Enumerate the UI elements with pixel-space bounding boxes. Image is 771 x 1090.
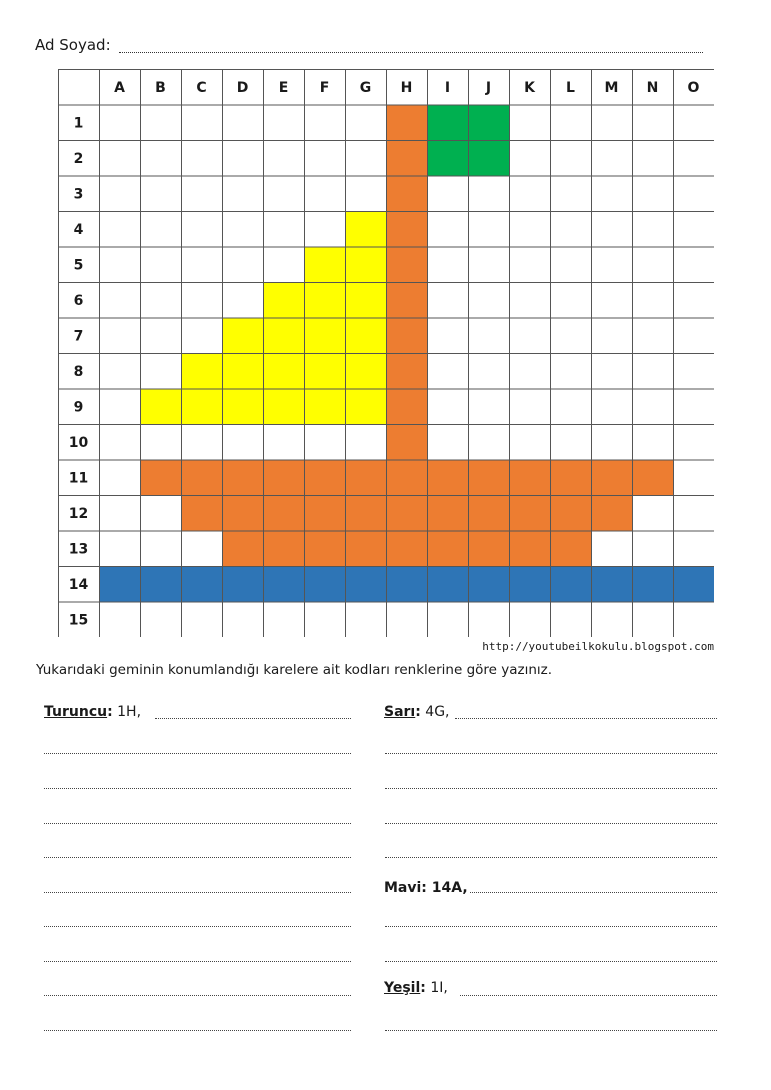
column-header-E: E xyxy=(278,79,289,96)
grid-cell-13J xyxy=(468,531,509,567)
grid-cell-8D xyxy=(222,353,263,389)
grid-cell-9N xyxy=(632,389,673,425)
row-header-1: 1 xyxy=(73,115,84,132)
grid-cell-11N xyxy=(632,460,673,496)
grid-cell-15K xyxy=(509,602,550,638)
grid-cell-10N xyxy=(632,424,673,460)
grid-cell-10E xyxy=(263,424,304,460)
grid-cell-10F xyxy=(304,424,345,460)
grid-cell-3L xyxy=(550,176,591,212)
row-header-9: 9 xyxy=(73,399,84,416)
grid-cell-4K xyxy=(509,211,550,247)
name-field xyxy=(35,36,703,58)
grid-cell-12O xyxy=(673,495,714,531)
grid-cell-3B xyxy=(140,176,181,212)
source-url: http://youtubeilkokulu.blogspot.com xyxy=(482,640,714,653)
column-header-I: I xyxy=(444,79,451,96)
grid-cell-5C xyxy=(181,247,222,283)
grid-cell-14L xyxy=(550,566,591,602)
grid-cell-11J xyxy=(468,460,509,496)
orange-answer-heading xyxy=(44,704,141,720)
grid-cell-1C xyxy=(181,105,222,141)
grid-cell-5G xyxy=(345,247,386,283)
orange-answer-line[interactable] xyxy=(44,1030,351,1031)
grid-cell-8C xyxy=(181,353,222,389)
grid-cell-7M xyxy=(591,318,632,354)
grid-cell-12D xyxy=(222,495,263,531)
grid-cell-2J xyxy=(468,140,509,176)
grid-cell-13A xyxy=(99,531,140,567)
grid-cell-11F xyxy=(304,460,345,496)
row-header-4: 4 xyxy=(73,221,84,238)
column-header-F: F xyxy=(319,79,330,96)
yellow-example: 4G, xyxy=(420,704,450,720)
grid-cell-11A xyxy=(99,460,140,496)
grid-cell-12F xyxy=(304,495,345,531)
grid-cell-10J xyxy=(468,424,509,460)
green-title: Yeşil xyxy=(384,980,421,996)
orange-answer-line[interactable] xyxy=(44,926,351,927)
grid-cell-5E xyxy=(263,247,304,283)
grid-cell-14I xyxy=(427,566,468,602)
grid-cell-9C xyxy=(181,389,222,425)
grid-cell-15C xyxy=(181,602,222,638)
grid-cell-9O xyxy=(673,389,714,425)
name-label: Ad Soyad: xyxy=(35,36,111,54)
grid-cell-3A xyxy=(99,176,140,212)
grid-cell-13M xyxy=(591,531,632,567)
coordinate-grid xyxy=(58,69,714,637)
grid-cell-1H xyxy=(386,105,427,141)
orange-answer-line[interactable] xyxy=(44,788,351,789)
yellow-answer-line[interactable] xyxy=(385,788,717,789)
grid-cell-12B xyxy=(140,495,181,531)
grid-cell-3E xyxy=(263,176,304,212)
grid-cell-3K xyxy=(509,176,550,212)
grid-cell-13F xyxy=(304,531,345,567)
grid-cell-1K xyxy=(509,105,550,141)
grid-cell-8A xyxy=(99,353,140,389)
grid-cell-5J xyxy=(468,247,509,283)
row-header-15: 15 xyxy=(68,612,89,629)
yellow-separator: : xyxy=(415,704,421,720)
grid-cell-5K xyxy=(509,247,550,283)
grid-cell-7N xyxy=(632,318,673,354)
grid-cell-15D xyxy=(222,602,263,638)
grid-cell-4B xyxy=(140,211,181,247)
grid-cell-10D xyxy=(222,424,263,460)
row-header-13: 13 xyxy=(68,541,89,558)
grid-cell-9H xyxy=(386,389,427,425)
grid-cell-2D xyxy=(222,140,263,176)
grid-cell-3C xyxy=(181,176,222,212)
column-header-D: D xyxy=(236,79,249,96)
grid-cell-9A xyxy=(99,389,140,425)
grid-cell-1G xyxy=(345,105,386,141)
grid-cell-7D xyxy=(222,318,263,354)
grid-cell-11C xyxy=(181,460,222,496)
grid-cell-6M xyxy=(591,282,632,318)
grid-cell-12M xyxy=(591,495,632,531)
grid-cell-15I xyxy=(427,602,468,638)
grid-cell-6B xyxy=(140,282,181,318)
green-answer-line[interactable] xyxy=(385,1030,717,1031)
grid-cell-2K xyxy=(509,140,550,176)
grid-cell-4L xyxy=(550,211,591,247)
grid-cell-2F xyxy=(304,140,345,176)
grid-cell-6I xyxy=(427,282,468,318)
grid-cell-12K xyxy=(509,495,550,531)
grid-cell-11G xyxy=(345,460,386,496)
grid-cell-14A xyxy=(99,566,140,602)
grid-cell-1N xyxy=(632,105,673,141)
grid-cell-9F xyxy=(304,389,345,425)
green-answer-heading xyxy=(384,980,448,996)
grid-cell-8G xyxy=(345,353,386,389)
grid-cell-11K xyxy=(509,460,550,496)
grid-cell-1A xyxy=(99,105,140,141)
row-header-5: 5 xyxy=(73,257,84,274)
grid-cell-15B xyxy=(140,602,181,638)
grid-cell-14N xyxy=(632,566,673,602)
grid-cell-12A xyxy=(99,495,140,531)
orange-separator: : xyxy=(107,704,113,720)
yellow-title: Sarı xyxy=(384,704,416,720)
grid-cell-14G xyxy=(345,566,386,602)
grid-cell-11L xyxy=(550,460,591,496)
grid-cell-6F xyxy=(304,282,345,318)
orange-title: Turuncu xyxy=(44,704,108,720)
grid-cell-1M xyxy=(591,105,632,141)
grid-cell-11D xyxy=(222,460,263,496)
grid-cell-12C xyxy=(181,495,222,531)
orange-answer-line[interactable] xyxy=(44,857,351,858)
grid-cell-7A xyxy=(99,318,140,354)
grid-cell-1O xyxy=(673,105,714,141)
grid-cell-3G xyxy=(345,176,386,212)
column-header-H: H xyxy=(400,79,413,96)
grid-cell-6J xyxy=(468,282,509,318)
grid-cell-10L xyxy=(550,424,591,460)
grid-cell-14M xyxy=(591,566,632,602)
green-example: 1I, xyxy=(425,980,448,996)
grid-cell-10M xyxy=(591,424,632,460)
column-header-G: G xyxy=(359,79,372,96)
grid-cell-8F xyxy=(304,353,345,389)
grid-cell-3D xyxy=(222,176,263,212)
blue-answer-line[interactable] xyxy=(470,892,717,893)
grid-cell-13D xyxy=(222,531,263,567)
grid-cell-7G xyxy=(345,318,386,354)
green-separator: : xyxy=(420,980,426,996)
grid-cell-4F xyxy=(304,211,345,247)
grid-cell-5N xyxy=(632,247,673,283)
grid-cell-13C xyxy=(181,531,222,567)
grid-cell-14K xyxy=(509,566,550,602)
grid-cell-12I xyxy=(427,495,468,531)
grid-cell-8L xyxy=(550,353,591,389)
orange-answer-line[interactable] xyxy=(155,718,351,719)
grid-cell-10O xyxy=(673,424,714,460)
row-header-10: 10 xyxy=(68,434,89,451)
grid-cell-13L xyxy=(550,531,591,567)
grid-cell-5L xyxy=(550,247,591,283)
grid-cell-5I xyxy=(427,247,468,283)
grid-cell-5F xyxy=(304,247,345,283)
grid-cell-10G xyxy=(345,424,386,460)
grid-cell-7C xyxy=(181,318,222,354)
grid-cell-7E xyxy=(263,318,304,354)
grid-cell-14D xyxy=(222,566,263,602)
grid-cell-13I xyxy=(427,531,468,567)
grid-cell-3H xyxy=(386,176,427,212)
grid-cell-2B xyxy=(140,140,181,176)
grid-cell-12H xyxy=(386,495,427,531)
column-header-J: J xyxy=(485,79,492,96)
grid-cell-1D xyxy=(222,105,263,141)
grid-cell-2M xyxy=(591,140,632,176)
grid-cell-4M xyxy=(591,211,632,247)
grid-cell-4O xyxy=(673,211,714,247)
grid-cell-1L xyxy=(550,105,591,141)
grid-cell-6O xyxy=(673,282,714,318)
grid-cell-9E xyxy=(263,389,304,425)
grid-cell-13H xyxy=(386,531,427,567)
grid-cell-10K xyxy=(509,424,550,460)
grid-cell-7O xyxy=(673,318,714,354)
grid-cell-15L xyxy=(550,602,591,638)
column-header-C: C xyxy=(196,79,207,96)
grid-cell-9J xyxy=(468,389,509,425)
yellow-answer-line[interactable] xyxy=(385,823,717,824)
grid-cell-13O xyxy=(673,531,714,567)
grid-cell-15M xyxy=(591,602,632,638)
grid-cell-4A xyxy=(99,211,140,247)
grid-cell-8J xyxy=(468,353,509,389)
grid-cell-12E xyxy=(263,495,304,531)
grid-cell-7I xyxy=(427,318,468,354)
column-header-A: A xyxy=(114,79,125,96)
grid-cell-15A xyxy=(99,602,140,638)
row-header-6: 6 xyxy=(73,292,84,309)
grid-cell-4G xyxy=(345,211,386,247)
grid-cell-8H xyxy=(386,353,427,389)
grid-cell-4I xyxy=(427,211,468,247)
grid-cell-3F xyxy=(304,176,345,212)
grid-cell-9L xyxy=(550,389,591,425)
grid-cell-4E xyxy=(263,211,304,247)
grid-cell-2N xyxy=(632,140,673,176)
orange-answer-line[interactable] xyxy=(44,995,351,996)
grid-cell-8M xyxy=(591,353,632,389)
grid-cell-14C xyxy=(181,566,222,602)
grid-cell-11M xyxy=(591,460,632,496)
grid-cell-2O xyxy=(673,140,714,176)
grid-cell-7K xyxy=(509,318,550,354)
grid-cell-13K xyxy=(509,531,550,567)
grid-cell-4J xyxy=(468,211,509,247)
grid-cell-4H xyxy=(386,211,427,247)
grid-cell-1F xyxy=(304,105,345,141)
grid-cell-11O xyxy=(673,460,714,496)
row-header-8: 8 xyxy=(73,363,84,380)
grid-cell-5D xyxy=(222,247,263,283)
grid-cell-5H xyxy=(386,247,427,283)
grid-cell-2C xyxy=(181,140,222,176)
column-header-K: K xyxy=(524,79,535,96)
column-header-M: M xyxy=(604,79,619,96)
blue-title: Mavi: 14A, xyxy=(384,880,468,896)
grid-cell-7J xyxy=(468,318,509,354)
grid-cell-3J xyxy=(468,176,509,212)
grid-cell-4C xyxy=(181,211,222,247)
blue-answer-line[interactable] xyxy=(385,961,717,962)
grid-cell-5O xyxy=(673,247,714,283)
grid-cell-7H xyxy=(386,318,427,354)
grid-cell-6N xyxy=(632,282,673,318)
orange-answer-line[interactable] xyxy=(44,892,351,893)
grid-cell-6K xyxy=(509,282,550,318)
grid-cell-10I xyxy=(427,424,468,460)
grid-cell-12N xyxy=(632,495,673,531)
grid-cell-8E xyxy=(263,353,304,389)
orange-answer-line[interactable] xyxy=(44,961,351,962)
grid-cell-13N xyxy=(632,531,673,567)
grid-cell-3O xyxy=(673,176,714,212)
grid-cell-10H xyxy=(386,424,427,460)
row-header-2: 2 xyxy=(73,150,84,167)
row-header-11: 11 xyxy=(68,470,89,487)
grid-cell-11E xyxy=(263,460,304,496)
grid-cell-5M xyxy=(591,247,632,283)
grid-cell-5A xyxy=(99,247,140,283)
row-header-14: 14 xyxy=(68,576,89,593)
green-answer-line[interactable] xyxy=(460,995,717,996)
grid-cell-3M xyxy=(591,176,632,212)
grid-cell-11H xyxy=(386,460,427,496)
grid-cell-9D xyxy=(222,389,263,425)
grid-cell-7B xyxy=(140,318,181,354)
grid-cell-6E xyxy=(263,282,304,318)
grid-cell-14O xyxy=(673,566,714,602)
grid-cell-9G xyxy=(345,389,386,425)
grid-cell-12J xyxy=(468,495,509,531)
grid-cell-1J xyxy=(468,105,509,141)
grid-cell-5B xyxy=(140,247,181,283)
grid-cell-3N xyxy=(632,176,673,212)
grid-cell-9I xyxy=(427,389,468,425)
grid-cell-14B xyxy=(140,566,181,602)
yellow-answer-line[interactable] xyxy=(455,718,717,719)
blue-answer-line[interactable] xyxy=(385,926,717,927)
grid-cell-7F xyxy=(304,318,345,354)
grid-cell-2H xyxy=(386,140,427,176)
grid-cell-9K xyxy=(509,389,550,425)
grid-cell-8I xyxy=(427,353,468,389)
grid-cell-15N xyxy=(632,602,673,638)
grid-cell-15H xyxy=(386,602,427,638)
grid-cell-14F xyxy=(304,566,345,602)
grid-cell-8B xyxy=(140,353,181,389)
yellow-answer-heading xyxy=(384,704,450,720)
grid-cell-2E xyxy=(263,140,304,176)
grid-cell-6D xyxy=(222,282,263,318)
grid-cell-12L xyxy=(550,495,591,531)
orange-answer-line[interactable] xyxy=(44,753,351,754)
grid-cell-11B xyxy=(140,460,181,496)
grid-cell-8N xyxy=(632,353,673,389)
grid-cell-7L xyxy=(550,318,591,354)
grid-cell-10B xyxy=(140,424,181,460)
column-header-B: B xyxy=(155,79,166,96)
grid-cell-8K xyxy=(509,353,550,389)
grid-cell-9B xyxy=(140,389,181,425)
grid-cell-13G xyxy=(345,531,386,567)
grid-cell-1B xyxy=(140,105,181,141)
grid-cell-6H xyxy=(386,282,427,318)
grid-cell-14H xyxy=(386,566,427,602)
orange-answer-line[interactable] xyxy=(44,823,351,824)
grid-cell-2I xyxy=(427,140,468,176)
grid-cell-2L xyxy=(550,140,591,176)
grid-cell-6G xyxy=(345,282,386,318)
grid-cell-4N xyxy=(632,211,673,247)
orange-example: 1H, xyxy=(112,704,142,720)
column-header-O: O xyxy=(687,79,700,96)
grid-cell-8O xyxy=(673,353,714,389)
grid-cell-13B xyxy=(140,531,181,567)
grid-cell-15O xyxy=(673,602,714,638)
grid-cell-6C xyxy=(181,282,222,318)
row-header-12: 12 xyxy=(68,505,89,522)
yellow-answer-line[interactable] xyxy=(385,753,717,754)
grid-cell-9M xyxy=(591,389,632,425)
yellow-answer-line[interactable] xyxy=(385,857,717,858)
grid-cell-15E xyxy=(263,602,304,638)
grid-cell-15J xyxy=(468,602,509,638)
grid-cell-14J xyxy=(468,566,509,602)
grid-cell-15F xyxy=(304,602,345,638)
grid-cell-11I xyxy=(427,460,468,496)
blue-answer-heading xyxy=(384,880,468,896)
grid-cell-4D xyxy=(222,211,263,247)
grid-cell-6L xyxy=(550,282,591,318)
grid-cell-12G xyxy=(345,495,386,531)
row-header-3: 3 xyxy=(73,186,84,203)
grid-cell-1I xyxy=(427,105,468,141)
grid-cell-13E xyxy=(263,531,304,567)
grid-cell-10A xyxy=(99,424,140,460)
row-header-7: 7 xyxy=(73,328,84,345)
grid-cell-3I xyxy=(427,176,468,212)
grid-cell-2G xyxy=(345,140,386,176)
instruction-text: Yukarıdaki geminin konumlandığı karelere ait kodları renklerine göre yazınız. xyxy=(36,662,553,678)
grid-cell-6A xyxy=(99,282,140,318)
grid-cell-2A xyxy=(99,140,140,176)
column-header-L: L xyxy=(566,79,575,96)
grid-cell-15G xyxy=(345,602,386,638)
grid-cell-14E xyxy=(263,566,304,602)
grid-cell-1E xyxy=(263,105,304,141)
grid-cell-10C xyxy=(181,424,222,460)
name-dotted-line[interactable] xyxy=(119,52,703,53)
column-header-N: N xyxy=(646,79,659,96)
